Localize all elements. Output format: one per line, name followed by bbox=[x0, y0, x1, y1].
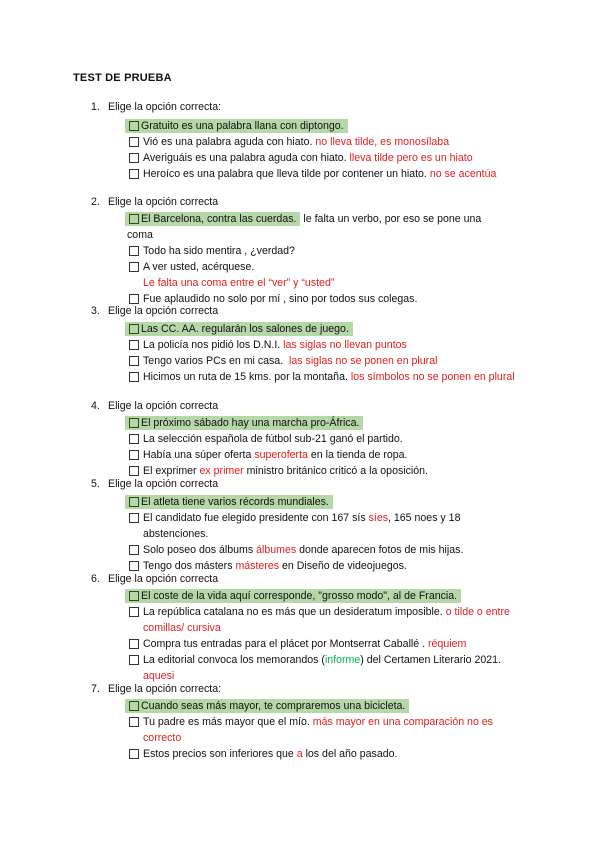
question-number: 7. bbox=[91, 683, 100, 695]
option[interactable] bbox=[127, 652, 522, 684]
option[interactable] bbox=[127, 259, 527, 275]
correction-note: no se acentúa bbox=[429, 168, 497, 180]
option-text: , 165 noes y 18 abstenciones. bbox=[143, 512, 461, 540]
option-text: El candidato fue elegido presidente con 167 sís bbox=[143, 512, 366, 524]
option-text: Tu padre es más mayor que el mío. bbox=[143, 716, 310, 728]
checkbox-icon[interactable] bbox=[129, 497, 139, 507]
checkbox-icon[interactable] bbox=[129, 607, 139, 617]
option-text: Fue aplaudido no solo por mí , sino por todos sus colegas. bbox=[143, 293, 418, 305]
question-1 bbox=[91, 101, 221, 113]
option-text: La editorial convoca los memorandos ( bbox=[143, 654, 325, 666]
option-text: los del año pasado. bbox=[305, 748, 398, 760]
option-text: Todo ha sido mentira , ¿verdad? bbox=[143, 245, 295, 257]
checkbox-icon[interactable] bbox=[129, 137, 139, 147]
option[interactable] bbox=[127, 337, 527, 353]
option-text: Las CC. AA. regularán los salones de juego. bbox=[125, 322, 353, 336]
checkbox-icon[interactable] bbox=[129, 545, 139, 555]
option[interactable] bbox=[127, 714, 522, 746]
checkbox-icon[interactable] bbox=[129, 749, 139, 759]
correction-word: síes bbox=[368, 512, 389, 524]
correction-note: Le falta una coma entre el “ver” y “usted” bbox=[143, 277, 335, 289]
question-text: Elige la opción correcta: bbox=[108, 683, 222, 695]
option-text: Tengo dos másters bbox=[143, 560, 233, 572]
question-number: 6. bbox=[91, 573, 100, 585]
option[interactable] bbox=[127, 166, 527, 182]
option-text: El exprimer bbox=[143, 465, 197, 477]
question-2 bbox=[91, 196, 218, 208]
checkbox-icon[interactable] bbox=[129, 153, 139, 163]
checkbox-icon[interactable] bbox=[129, 121, 139, 131]
correction-word: informe bbox=[324, 654, 361, 666]
checkbox-icon[interactable] bbox=[129, 561, 139, 571]
checkbox-icon[interactable] bbox=[129, 639, 139, 649]
option-correct[interactable] bbox=[127, 698, 527, 714]
option-text: Averiguáis es una palabra aguda con hiato. bbox=[143, 152, 347, 164]
document-title: TEST DE PRUEBA bbox=[73, 72, 172, 84]
option[interactable] bbox=[127, 604, 527, 636]
correction-word: álbumes bbox=[256, 544, 297, 556]
correction-note: lleva tilde pero es un hiato bbox=[349, 152, 473, 164]
option-text: El Barcelona, contra las cuerdas. bbox=[125, 212, 300, 226]
correction-note: no lleva tilde, es monosílaba bbox=[315, 136, 450, 148]
checkbox-icon[interactable] bbox=[129, 466, 139, 476]
checkbox-icon[interactable] bbox=[129, 324, 139, 334]
question-number: 5. bbox=[91, 478, 100, 490]
checkbox-icon[interactable] bbox=[129, 214, 139, 224]
option-text: Gratuito es una palabra llana con diptongo. bbox=[125, 119, 348, 133]
option-text: en la tienda de ropa. bbox=[310, 449, 408, 461]
question-4 bbox=[91, 400, 218, 412]
checkbox-icon[interactable] bbox=[129, 591, 139, 601]
question-text: Elige la opción correcta bbox=[108, 478, 219, 490]
correction-word: superoferta bbox=[254, 449, 308, 461]
question-text: Elige la opción correcta bbox=[108, 305, 219, 317]
option-correct[interactable] bbox=[127, 494, 527, 510]
option-text: La selección española de fútbol sub-21 ganó el partido. bbox=[143, 433, 403, 445]
option[interactable] bbox=[127, 431, 527, 447]
option-text: Compra tus entradas para el plácet por Montserrat Caballé . bbox=[143, 638, 426, 650]
checkbox-icon[interactable] bbox=[129, 701, 139, 711]
question-6 bbox=[91, 573, 218, 585]
checkbox-icon[interactable] bbox=[129, 434, 139, 444]
checkbox-icon[interactable] bbox=[129, 340, 139, 350]
option-text: La república catalana no es más que un desideratum imposible. bbox=[143, 606, 443, 618]
correction-word: a bbox=[296, 748, 303, 760]
correction-word: ex primer bbox=[199, 465, 244, 477]
option-text: en Diseño de videojuegos. bbox=[282, 560, 407, 572]
question-7 bbox=[91, 683, 221, 695]
correction-word: másteres bbox=[235, 560, 280, 572]
option-correct[interactable] bbox=[127, 321, 527, 337]
option-correct[interactable] bbox=[127, 588, 537, 604]
option[interactable] bbox=[127, 463, 527, 479]
checkbox-icon[interactable] bbox=[129, 372, 139, 382]
checkbox-icon[interactable] bbox=[129, 356, 139, 366]
option[interactable] bbox=[127, 558, 527, 574]
checkbox-icon[interactable] bbox=[129, 246, 139, 256]
option[interactable] bbox=[127, 353, 527, 369]
checkbox-icon[interactable] bbox=[129, 418, 139, 428]
correction-note: o tilde o entre comillas/ cursiva bbox=[143, 606, 510, 634]
correction-note: los símbolos no se ponen en plural bbox=[350, 371, 515, 383]
question-text: Elige la opción correcta bbox=[108, 196, 219, 208]
question-number: 2. bbox=[91, 196, 100, 208]
option[interactable] bbox=[127, 447, 527, 463]
question-number: 4. bbox=[91, 400, 100, 412]
option-text: Había una súper oferta bbox=[143, 449, 252, 461]
question-number: 3. bbox=[91, 305, 100, 317]
question-text: Elige la opción correcta: bbox=[108, 101, 222, 113]
option-text: Vió es una palabra aguda con hiato. bbox=[143, 136, 313, 148]
checkbox-icon[interactable] bbox=[129, 169, 139, 179]
option[interactable] bbox=[127, 510, 497, 542]
question-number: 1. bbox=[91, 101, 100, 113]
option-text: El próximo sábado hay una marcha pro-África. bbox=[125, 416, 363, 430]
option[interactable] bbox=[127, 134, 527, 150]
correction-note: las siglas no se ponen en plural bbox=[289, 355, 438, 367]
option[interactable] bbox=[127, 243, 527, 259]
question-text: Elige la opción correcta bbox=[108, 400, 219, 412]
option-text: Solo poseo dos álbums bbox=[143, 544, 254, 556]
option-text: El atleta tiene varios récords mundiales. bbox=[125, 495, 333, 509]
correction-note: aquesi bbox=[143, 670, 175, 682]
option-text: Estos precios son inferiores que bbox=[143, 748, 294, 760]
option-text: donde aparecen fotos de mis hijas. bbox=[299, 544, 464, 556]
option-text: Heroíco es una palabra que lleva tilde por contener un hiato. bbox=[143, 168, 427, 180]
option-text: Tengo varios PCs en mi casa. bbox=[143, 355, 284, 367]
checkbox-icon[interactable] bbox=[129, 717, 139, 727]
option-text: La policía nos pidió los D.N.I. bbox=[143, 339, 281, 351]
question-3 bbox=[91, 305, 218, 317]
option-correct[interactable] bbox=[127, 211, 507, 243]
correction-note: las siglas no llevan puntos bbox=[283, 339, 407, 351]
option-comment: le falta un verbo, por eso se pone una coma bbox=[127, 213, 482, 241]
option-text: Cuando seas más mayor, te compraremos una bicicleta. bbox=[125, 699, 409, 713]
checkbox-icon[interactable] bbox=[129, 513, 139, 523]
option[interactable] bbox=[127, 369, 517, 385]
option-text: ministro británico criticó a la oposición. bbox=[246, 465, 428, 477]
correction-note: réquiem bbox=[428, 638, 467, 650]
checkbox-icon[interactable] bbox=[129, 450, 139, 460]
checkbox-icon[interactable] bbox=[129, 262, 139, 272]
question-text: Elige la opción correcta bbox=[108, 573, 219, 585]
option[interactable] bbox=[127, 746, 527, 762]
option-text: Hicimos un ruta de 15 kms. por la montaña. bbox=[143, 371, 348, 383]
question-5 bbox=[91, 478, 218, 490]
correction-note: más mayor en una comparación no es correcto bbox=[143, 716, 493, 744]
option[interactable] bbox=[127, 542, 527, 558]
checkbox-icon[interactable] bbox=[129, 294, 139, 304]
option-text: ) del Certamen Literario 2021. bbox=[360, 654, 502, 666]
option-correct[interactable] bbox=[127, 415, 527, 431]
option-text: A ver usted, acérquese. bbox=[143, 261, 255, 273]
checkbox-icon[interactable] bbox=[129, 655, 139, 665]
option-correct[interactable] bbox=[127, 118, 527, 134]
option[interactable] bbox=[127, 150, 527, 166]
option[interactable] bbox=[127, 636, 527, 652]
option-text: El coste de la vida aquí corresponde, "grosso modo", al de Francia. bbox=[125, 589, 461, 603]
